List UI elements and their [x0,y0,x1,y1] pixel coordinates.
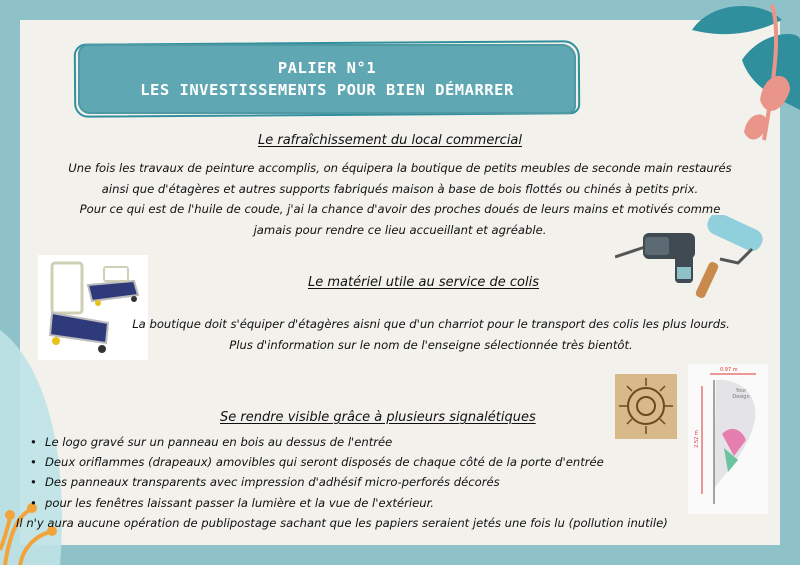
section1-heading: Le rafraîchissement du local commercial [258,133,523,148]
title-banner [78,44,576,114]
section2-line-2: Plus d'information sur le nom de l'enseigne sélectionnée très bientôt. [229,337,633,352]
section2-heading: Le matériel utile au service de colis [308,275,540,290]
bullet: • [30,475,37,490]
wood-logo-image [615,374,677,439]
list-item-text: Le logo gravé sur un panneau en bois au dessus de l'entrée [45,435,393,449]
signage-list [16,432,668,533]
banner-line-2: LES INVESTISSEMENTS POUR BIEN DÉMARRER [140,81,514,99]
list-item [30,493,668,513]
list-item-text: Des panneaux transparents avec impression d'adhésif micro-perforés décorés [45,475,500,490]
list-item [16,513,668,533]
list-item-text: Il n'y aura aucune opération de publipostage sachant que les papiers seraient jetés une fois lu (pollution inutile) [16,515,668,530]
section3-heading: Se rendre visible grâce à plusieurs signalétiques [220,410,536,425]
bullet: • [30,495,37,510]
section1-line-4: jamais pour rendre ce lieu accueillant et agréable. [253,222,547,237]
leaf-decoration-top-right [672,0,800,150]
flag-width-label: 0.97 m [720,367,738,373]
section2-text [0,314,800,355]
flag-image [688,364,768,514]
list-item [30,432,668,452]
bullet: • [30,455,37,470]
section1-line-3: Pour ce qui est de l'huile de coude, j'ai la chance d'avoir des proches doués de leurs mains et motivés comme [79,202,721,216]
list-item-text: pour les fenêtres laissant passer la lumière et la vue de l'extérieur. [45,495,434,510]
banner-line-1: PALIER N°1 [277,59,377,77]
section1-line-1: Une fois les travaux de peinture accomplis, on équipera la boutique de petits meubles de seconde main restaurés [68,161,732,175]
flag-height-label: 2.52 m [693,430,700,448]
list-item [30,452,668,472]
list-item-text: Deux oriflammes (drapeaux) amovibles qui seront disposés de chaque côté de la porte d'entrée [45,455,604,470]
list-item [30,472,668,492]
section2-line-1: La boutique doit s'équiper d'étagères aisni que d'un charriot pour le transport des colis les plus lourds. [132,317,730,331]
paint-roller-icon [690,215,770,300]
flag-design-text: Your Design [732,388,750,400]
bullet: • [30,435,37,449]
section1-line-2: ainsi que d'étagères et autres supports fabriqués maison à base de bois flottés ou chinés à petits prix. [101,181,699,196]
